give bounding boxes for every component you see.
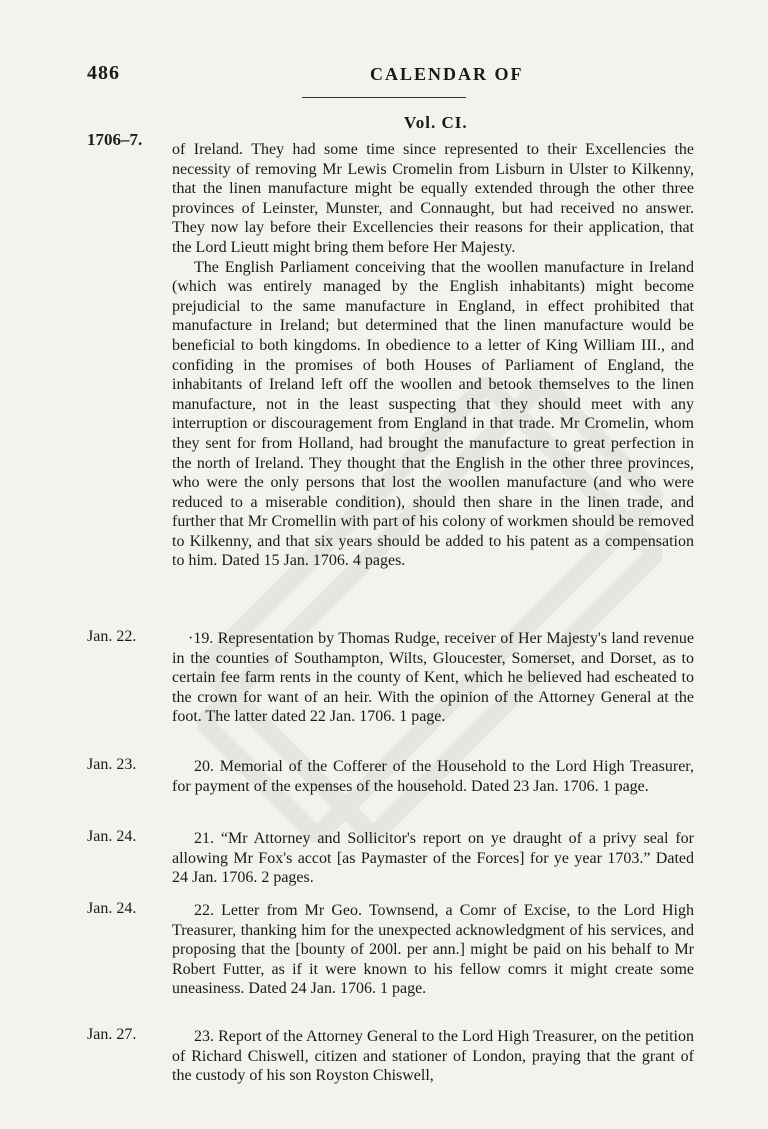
entry-text: ·19. Representation by Thomas Rudge, receiver of Her Majesty's land revenue in the counties of Southampton, Wilts, Gloucester, Somerset, and Dorset, as to certain fee farm rents in the county of Kent, which he believed had escheated to the crown for want of an heir. With the opinion of the Attorney General at the foot. The latter dated 22 Jan. 1706. 1 page. [172, 630, 694, 726]
year-label: 1706–7. [87, 130, 143, 149]
entry-19 [172, 629, 694, 727]
entry-text: 21. “Mr Attorney and Sollicitor's report on ye draught of a privy seal for allowing Mr Fox's accot [as Paymaster of the Forces] for ye year 1703.” Dated 24 Jan. 1706. 2 pages. [172, 830, 694, 887]
intro-paragraph-1: of Ireland. They had some time since represented to their Excellencies the necessity of removing Mr Lewis Cromelin from Lisburn in Ulster to Kilkenny, that the linen manufacture might be equally extended through the other three provinces of Leinster, Munster, and Connaught, but had received no answer. They now lay before their Excellencies their reasons for their application, that the Lord Lieutt might bring them before Her Majesty. [172, 141, 694, 256]
running-head: CALENDAR OF [370, 64, 524, 84]
entry-date: Jan. 24. [87, 828, 137, 845]
entry-date: Jan. 27. [87, 1026, 137, 1043]
entry-text: 23. Report of the Attorney General to the Lord High Treasurer, on the petition of Richard Chiswell, citizen and stationer of London, praying that the grant of the custody of his son Royston Chiswell, [172, 1028, 694, 1085]
entry-date: Jan. 22. [87, 628, 137, 645]
entry-20 [172, 757, 694, 796]
entry-date: Jan. 24. [87, 900, 137, 917]
entry-21 [172, 829, 694, 888]
entry-text: 22. Letter from Mr Geo. Townsend, a Comr of Excise, to the Lord High Treasurer, thanking him for the unexpected acknowledgment of his services, and proposing that the [bounty of 200l. per ann.] might be paid on his behalf to Mr Robert Futter, as if it were known to his fellow comrs it might create some uneasiness. Dated 24 Jan. 1706. 1 page. [172, 902, 694, 998]
page-number: 486 [87, 62, 120, 84]
entry-22 [172, 901, 694, 999]
intro-paragraph-2: The English Parliament conceiving that the woollen manufacture in Ireland (which was entirely managed by the English inhabitants) might become prejudicial to the same manufacture in England, in effect prohibited that manufacture in Ireland; but determined that the linen manufacture would be beneficial to both kingdoms. In obedience to a letter of King William III., and confiding in the promises of both Houses of Parliament of England, the inhabitants of Ireland left off the woollen and betook themselves to the linen manufacture, not in the least suspecting that they should meet with any interruption or discouragement from England in that trade. Mr Cromelin, whom they sent for from Holland, had brought the manufacture to great perfection in the north of Ireland. They thought that the English in the other three provinces, who were the only persons that lost the woollen manufacture (and who were reduced to a miserable condition), should then share in the linen trade, and further that Mr Cromellin with part of his colony of workmen should be removed to Kilkenny, and that six years should be added to his patent as a compensation to him. Dated 15 Jan. 1706. 4 pages. [172, 258, 694, 570]
header-rule [302, 97, 466, 98]
entry-date: Jan. 23. [87, 756, 137, 773]
entry-23 [172, 1027, 694, 1086]
entry-text: 20. Memorial of the Cofferer of the Household to the Lord High Treasurer, for payment of the expenses of the household. Dated 23 Jan. 1706. 1 page. [172, 758, 694, 795]
volume-heading: Vol. CI. [404, 113, 468, 132]
intro-text [172, 140, 694, 571]
